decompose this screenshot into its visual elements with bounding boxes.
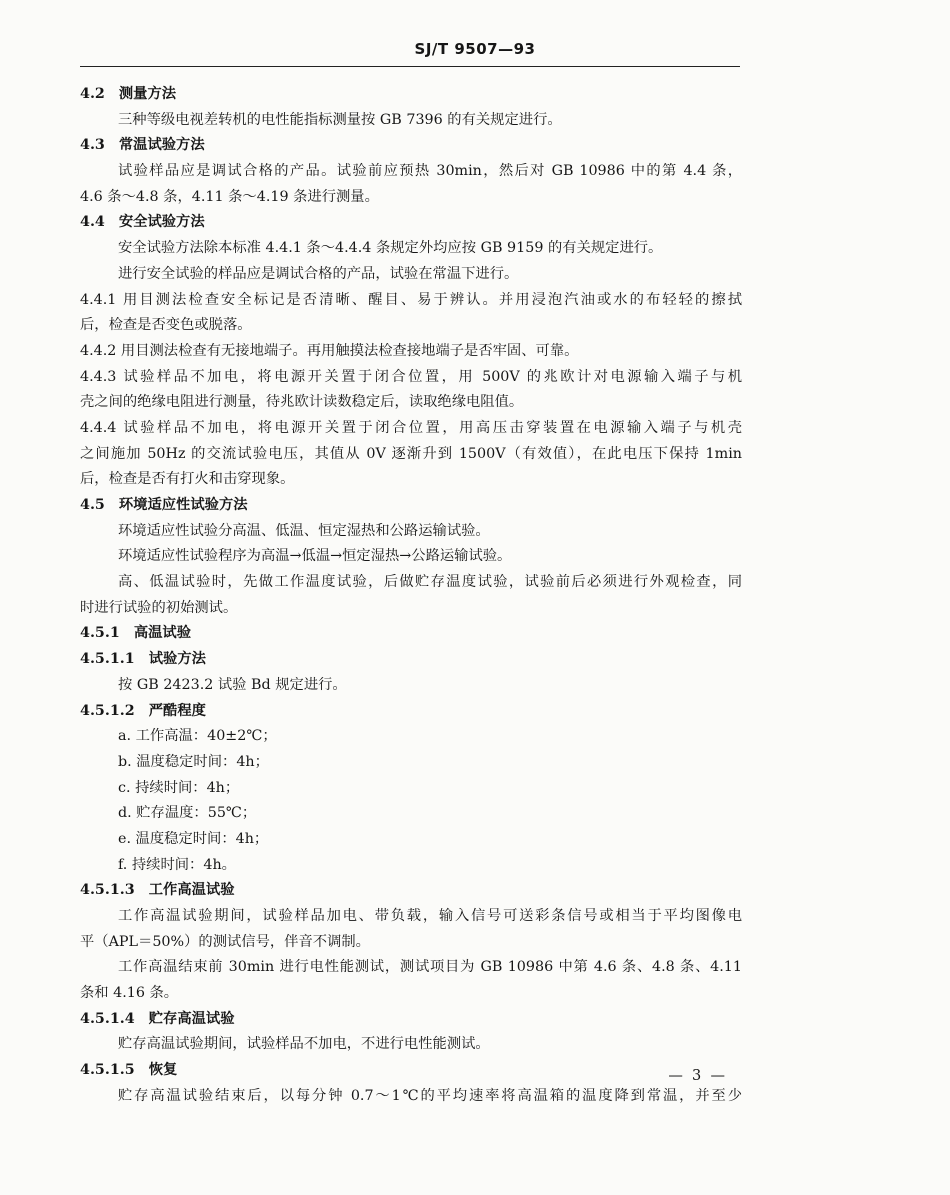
text-line: 工作高温结束前 30min 进行电性能测试，测试项目为 GB 10986 中第 4.6 条、4.8 条、4.11 <box>118 959 742 976</box>
text-line: f. 持续时间：4h。 <box>118 856 236 873</box>
section-number: 4.5.1.2 <box>80 702 135 719</box>
section-heading <box>80 1007 742 1033</box>
section-title: 试验方法 <box>148 651 206 668</box>
section-heading <box>80 647 742 673</box>
text-line: 进行安全试验的样品应是调试合格的产品，试验在常温下进行。 <box>118 265 519 282</box>
header-rule <box>80 66 740 67</box>
section-number: 4.5 <box>80 497 105 513</box>
section-title: 安全试验方法 <box>118 214 205 231</box>
text-line: 高、低温试验时，先做工作温度试验，后做贮存温度试验，试验前后必须进行外观检查，同 <box>118 574 742 591</box>
section-title: 环境适应性试验方法 <box>118 497 248 513</box>
page-number: — 3 — <box>668 1068 725 1084</box>
text-line: 环境适应性试验分高温、低温、恒定湿热和公路运输试验。 <box>118 522 490 539</box>
section-heading <box>80 133 742 159</box>
section-number: 4.5.1.1 <box>80 651 135 668</box>
section-heading <box>80 621 742 647</box>
section-heading <box>80 699 742 725</box>
text-line: 4.4.1 用目测法检查安全标记是否清晰、醒目、易于辨认。并用浸泡汽油或水的布轻轻的擦拭 <box>80 291 742 308</box>
text-line: 壳之间的绝缘电阻进行测量，待兆欧计读数稳定后，读取绝缘电阻值。 <box>80 394 524 411</box>
text-line: 贮存高温试验期间，试验样品不加电，不进行电性能测试。 <box>118 1036 490 1053</box>
text-line: 三种等级电视差转机的电性能指标测量按 GB 7396 的有关规定进行。 <box>118 111 562 128</box>
text-line: 4.4.4 试验样品不加电，将电源开关置于闭合位置，用高压击穿装置在电源输入端子与机壳 <box>80 419 742 436</box>
text-line: 之间施加 50Hz 的交流试验电压，其值从 0V 逐渐升到 1500V（有效值），在此电压下保持 1min <box>80 445 742 462</box>
text-line: 贮存高温试验结束后，以每分钟 0.7～1℃的平均速率将高温箱的温度降到常温，并至少 <box>118 1087 742 1104</box>
text-line: 4.6 条～4.8 条，4.11 条～4.19 条进行测量。 <box>80 188 379 205</box>
section-number: 4.2 <box>80 86 105 102</box>
body-text <box>80 82 742 1110</box>
section-title: 测量方法 <box>118 86 177 102</box>
text-line: 4.4.3 试验样品不加电，将电源开关置于闭合位置，用 500V 的兆欧计对电源输入端子与机 <box>80 368 742 385</box>
text-line: a. 工作高温：40±2℃； <box>118 728 277 745</box>
text-line: 后，检查是否有打火和击穿现象。 <box>80 471 295 488</box>
section-title: 贮存高温试验 <box>148 1010 235 1027</box>
text-line: 按 GB 2423.2 试验 Bd 规定进行。 <box>118 676 347 693</box>
text-line: e. 温度稳定时间：4h； <box>118 830 269 847</box>
text-line: 环境适应性试验程序为高温→低温→恒定湿热→公路运输试验。 <box>118 548 512 565</box>
section-title: 严酷程度 <box>148 702 206 719</box>
section-title: 恢复 <box>148 1062 178 1079</box>
section-title: 高温试验 <box>133 625 191 642</box>
text-line: 试验样品应是调试合格的产品。试验前应预热 30min，然后对 GB 10986 中的第 4.4 条， <box>118 163 742 180</box>
text-line: 平（APL＝50%）的测试信号，伴音不调制。 <box>80 933 370 950</box>
section-title: 工作高温试验 <box>148 882 235 899</box>
standard-code-header: SJ/T 9507—93 <box>414 40 536 58</box>
section-number: 4.3 <box>80 137 105 154</box>
section-heading <box>80 210 742 236</box>
text-line: 4.4.2 用目测法检查有无接地端子。再用触摸法检查接地端子是否牢固、可靠。 <box>80 342 579 359</box>
section-title: 常温试验方法 <box>118 137 205 154</box>
section-number: 4.5.1.5 <box>80 1062 135 1079</box>
section-heading <box>80 878 742 904</box>
text-line: b. 温度稳定时间：4h； <box>118 753 269 770</box>
text-line: d. 贮存温度：55℃； <box>118 805 257 822</box>
text-line: 后，检查是否变色或脱落。 <box>80 317 252 334</box>
section-number: 4.5.1 <box>80 625 120 642</box>
section-number: 4.5.1.4 <box>80 1010 135 1027</box>
section-number: 4.5.1.3 <box>80 882 135 899</box>
text-line: c. 持续时间：4h； <box>118 779 240 796</box>
text-line: 时进行试验的初始测试。 <box>80 599 238 616</box>
text-line: 安全试验方法除本标准 4.4.1 条～4.4.4 条规定外均应按 GB 9159 的有关规定进行。 <box>118 240 663 257</box>
section-heading <box>80 82 742 108</box>
section-number: 4.4 <box>80 214 105 231</box>
text-line: 工作高温试验期间，试验样品加电、带负载，输入信号可送彩条信号或相当于平均图像电 <box>118 908 742 924</box>
section-heading <box>80 493 742 519</box>
text-line: 条和 4.16 条。 <box>80 985 179 1002</box>
